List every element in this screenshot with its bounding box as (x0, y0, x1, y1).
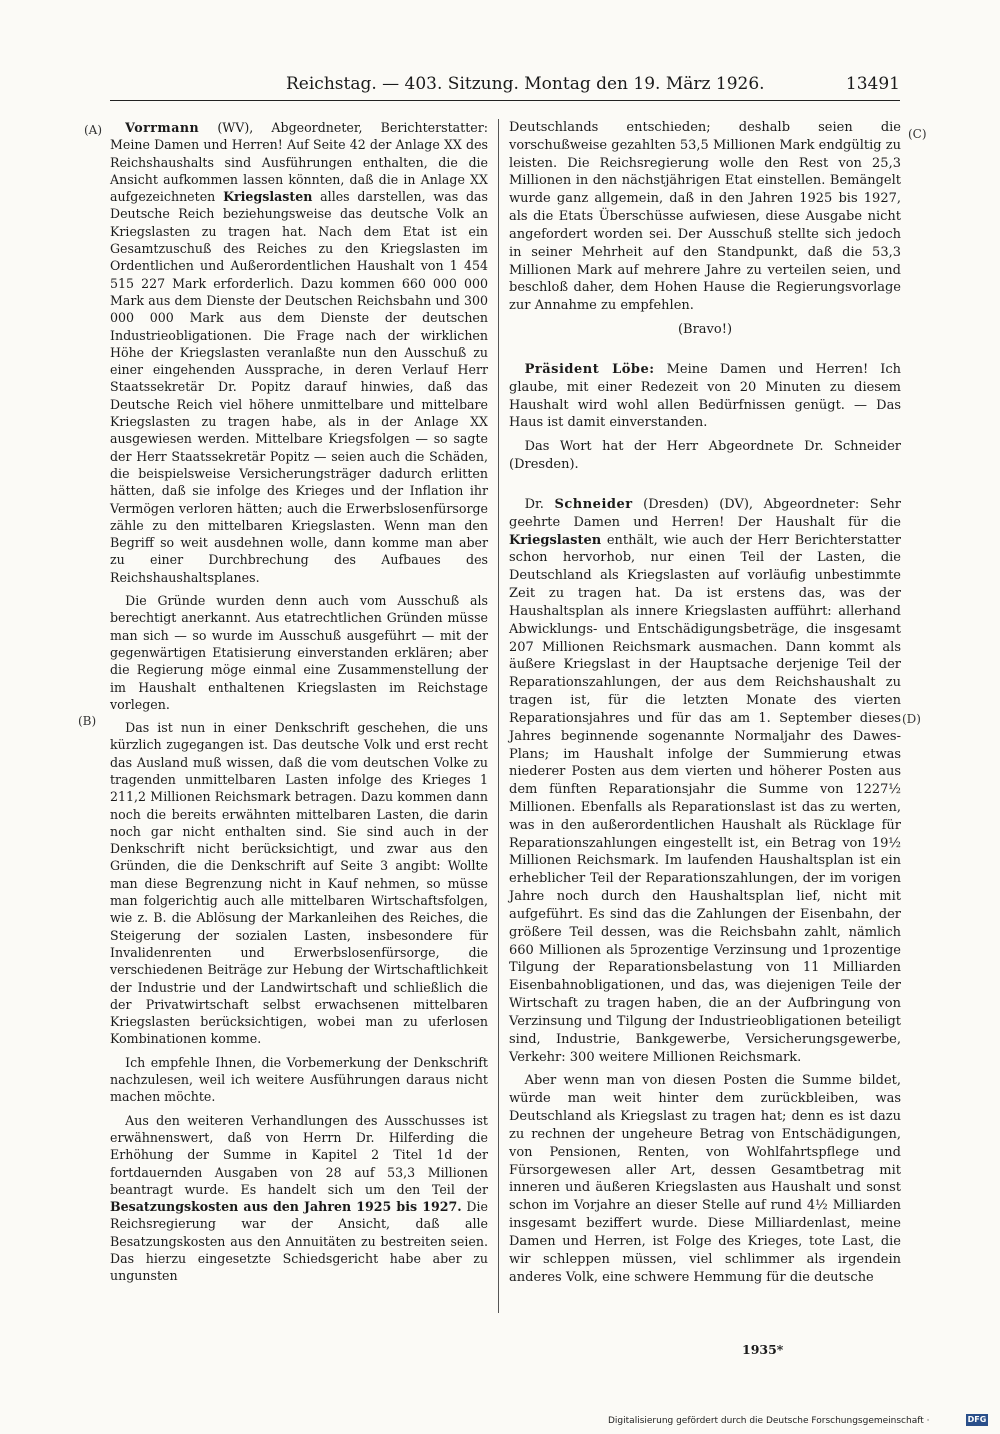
column-divider (498, 119, 499, 1313)
paragraph: Ich empfehle Ihnen, die Vorbemerkung der Denkschrift nachzulesen, weil ich weitere Ausführungen daraus nicht machen möchte. (110, 1054, 488, 1105)
page-number: 13491 (845, 74, 900, 94)
header-rule (110, 100, 900, 101)
interjection: (Bravo!) (677, 322, 733, 338)
right-column (509, 119, 901, 1292)
paragraph: Präsident Löbe: Meine Damen und Herren! Ich glaube, mit einer Redezeit von 20 Minuten zu diesem Haushalt wird wohl allen Bedürfnissen genügt. — Das Haus ist damit einverstanden. (509, 361, 902, 431)
paragraph: Vorrmann (WV), Abgeordneter, Berichterstatter: Meine Damen und Herren! Auf Seite 42 der Anlage XX des Reichshaushalts sind Ausführungen enthalten, die die Ansicht aufkommen lassen könnten, daß die in Anlage XX aufgezeichneten Kriegslasten alles darstellen, was das Deutsche Reich beziehungsweise das deutsche Volk an Kriegslasten zu tragen hat. Nach dem Etat ist ein Gesamtzuschuß des Reiches zu den Kriegslasten im Ordentlichen und Außerordentlichen Haushalt von 1 454 515 227 Mark erforderlich. Dazu kommen 660 000 000 Mark aus dem Dienste der Deutschen Reichsbahn und 300 000 000 Mark aus dem Dienste der deutschen Industrieobligationen. Die Frage nach der wirklichen Höhe der Kriegslasten veranlaßte nun den Ausschuß zu einer eingehenden Aussprache, in deren Verlauf Herr Staatssekretär Dr. Popitz darauf hinwies, daß das Deutsche Reich viel höhere unmittelbare und mittelbare Kriegslasten zu tragen habe, als in der Anlage XX ausgewiesen werden. Mittelbare Kriegsfolgen — so sagte der Herr Staatssekretär Popitz — seien auch die Schäden, die beispielsweise Versicherungsträger dadurch erlitten hätten, daß sie infolge des Krieges und der Inflation ihr Vermögen verloren hätten; auch die Erwerbslosenfürsorge zähle zu den mittelbaren Kriegslasten. Wenn man den Begriff so weit ausdehnen wolle, dann komme man aber zu einer Durchbrechung des Aufbaues des Reichshaushaltsplanes. (110, 120, 488, 585)
digitization-note: Digitalisierung gefördert durch die Deutsche Forschungsgemeinschaft · (608, 1416, 930, 1426)
left-column (110, 119, 488, 1291)
paragraph: Deutschlands entschieden; deshalb seien die vorschußweise gezahlten 53,5 Millionen Mark endgültig zu leisten. Die Reichsregierung wolle den Rest von 25,3 Millionen in den nächstjährigen Etat einstellen. Bemängelt wurde ganz allgemein, daß in den Jahren 1925 bis 1927, als die Etats Überschüsse aufwiesen, diese Ausgabe nicht angefordert worden sei. Der Ausschuß stellte sich jedoch in seiner Mehrheit auf den Standpunkt, daß die 53,3 Millionen Mark auf mehrere Jahre zu verteilen seien, und beschloß daher, dem Hohen Hause die Regierungsvorlage zur Annahme zu empfehlen. (509, 120, 901, 314)
margin-marker-c: (C) (908, 127, 927, 141)
header-title: Reichstag. — 403. Sitzung. Montag den 19. März 1926. (286, 74, 765, 94)
dfg-logo: DFG (967, 1415, 987, 1424)
margin-marker-a: (A) (84, 123, 103, 137)
speaker-name: Präsident Löbe: (524, 361, 655, 377)
paragraph: Dr. Schneider (Dresden) (DV), Abgeordneter: Sehr geehrte Damen und Herren! Der Haushalt für die Kriegslasten enthält, wie auch der Herr Berichterstatter schon hervorhob, nur einen Teil der Lasten, die Deutschland als Kriegslasten auf vorläufig unbestimmte Zeit zu tragen hat. Da ist erstens das, was der Haushaltsplan als innere Kriegslasten aufführt: allerhand Abwicklungs- und Entschädigungsbeträge, die insgesamt 207 Millionen Reichsmark ausmachen. Dann kommt als äußere Kriegslast in der Hauptsache derjenige Teil der Reparationszahlungen, der aus dem Reichshaushalt zu tragen ist, für die letzten Monate des vierten Reparationsjahres und für das am 1. September dieses Jahres beginnende sogenannte Normaljahr des Dawes-Plans; im Haushalt infolge der Summierung etwas niederer Posten aus dem vierten und höherer Posten aus dem fünften Reparationsjahr die Summe von 1227½ Millionen. Ebenfalls als Reparationslast ist das zu werten, was in den außerordentlichen Haushalt als Rücklage für Reparationszahlungen eingestellt ist, ein Betrag von 19½ Millionen Reichsmark. Im laufenden Haushaltsplan ist ein erheblicher Teil der Reparationszahlungen, der im vorigen Jahre noch durch den Haushaltsplan lief, nicht mit aufgeführt. Es sind das die Zahlungen der Eisenbahn, der größere Teil dessen, was die Reichsbahn zahlt, nämlich 660 Millionen als 5prozentige Verzinsung und 1prozentige Tilgung der Reparationsbelastung von 11 Milliarden Eisenbahnobligationen, und das, was diejenigen Teile der Wirtschaft zu tragen haben, die an der Aufbringung von Verzinsung und Tilgung der Industrieobligationen beteiligt sind, Industrie, Bankgewerbe, Versicherungsgewerbe, Verkehr: 300 weitere Millionen Reichsmark. (509, 496, 901, 1065)
paragraph: Die Gründe wurden denn auch vom Ausschuß als berechtigt anerkannt. Aus etatrechtlichen Gründen müsse man sich — so wurde im Ausschuß ausgeführt — mit der gegenwärtigen Etatisierung einverstanden erklären; aber die Regierung möge einmal eine Zusammenstellung der im Haushalt enthaltenen Kriegslasten im Reichstage vorlegen. (110, 593, 488, 712)
paragraph: Das Wort hat der Herr Abgeordnete Dr. Schneider (Dresden). (509, 439, 901, 473)
paragraph: Aber wenn man von diesen Posten die Summe bildet, würde man weit hinter dem zurückbleiben, was Deutschland als Kriegslast zu tragen hat; denn es ist dazu zu rechnen der ungeheure Betrag von Entschädigungen, von Pensionen, Renten, von Wohlfahrtspflege und Fürsorgewesen aller Art, dessen Gesamtbetrag mit inneren und äußeren Kriegslasten aus Haushalt und sonst schon im Vorjahre an dieser Stelle auf rund 4½ Milliarden insgesamt beziffert wurde. Diese Milliardenlast, meine Damen und Herren, ist Folge des Krieges, tote Last, die wir schleppen müssen, viel schlimmer als irgendein anderes Volk, eine schwere Hemmung für die deutsche (509, 1073, 901, 1285)
paragraph: Das ist nun in einer Denkschrift geschehen, die uns kürzlich zugegangen ist. Das deutsche Volk und erst recht das Ausland muß wissen, daß die vom deutschen Volke zu tragenden unmittelbaren Lasten infolge des Krieges 1 211,2 Millionen Reichsmark betragen. Dazu kommen dann noch die bereits erwähnten mittelbaren Lasten, die darin noch gar nicht enthalten sind. Sie sind auch in der Denkschrift nicht berücksichtigt, und zwar aus den Gründen, die die Denkschrift auf Seite 3 angibt: Wollte man diese Begrenzung nicht in Kauf nehmen, so müsse man folgerichtig auch alle mittelbaren Wirtschaftsfolgen, wie z. B. die Ablösung der Markanleihen des Reiches, die Steigerung der sozialen Lasten, insbesondere für Invalidenrenten und Erwerbslosenfürsorge, die verschiedenen Beiträge zur Hebung der Wirtschaftlichkeit der Industrie und der Landwirtschaft und schließlich die der Privatwirtschaft selbst erwachsenen mittelbaren Kriegslasten berücksichtigen, wobei man zu uferlosen Kombinationen komme. (110, 720, 488, 1047)
speaker-name: Schneider (554, 496, 633, 512)
signature-mark: 1935* (742, 1342, 784, 1357)
margin-marker-b: (B) (78, 714, 97, 728)
running-header (110, 74, 900, 98)
margin-marker-d: (D) (902, 712, 921, 726)
speaker-name: Vorrmann (125, 120, 200, 135)
paragraph: Aus den weiteren Verhandlungen des Ausschusses ist erwähnenswert, daß von Herrn Dr. Hilferding die Erhöhung der Summe in Kapitel 2 Titel 1d der fortdauernden Ausgaben von 28 auf 53,3 Millionen beantragt wurde. Es handelt sich um den Teil der Besatzungskosten aus den Jahren 1925 bis 1927. Die Reichsregierung war der Ansicht, daß alle Besatzungskosten aus den Annuitäten zu bestreiten seien. Das hierzu eingesetzte Schiedsgericht habe aber zu ungunsten (110, 1112, 488, 1284)
